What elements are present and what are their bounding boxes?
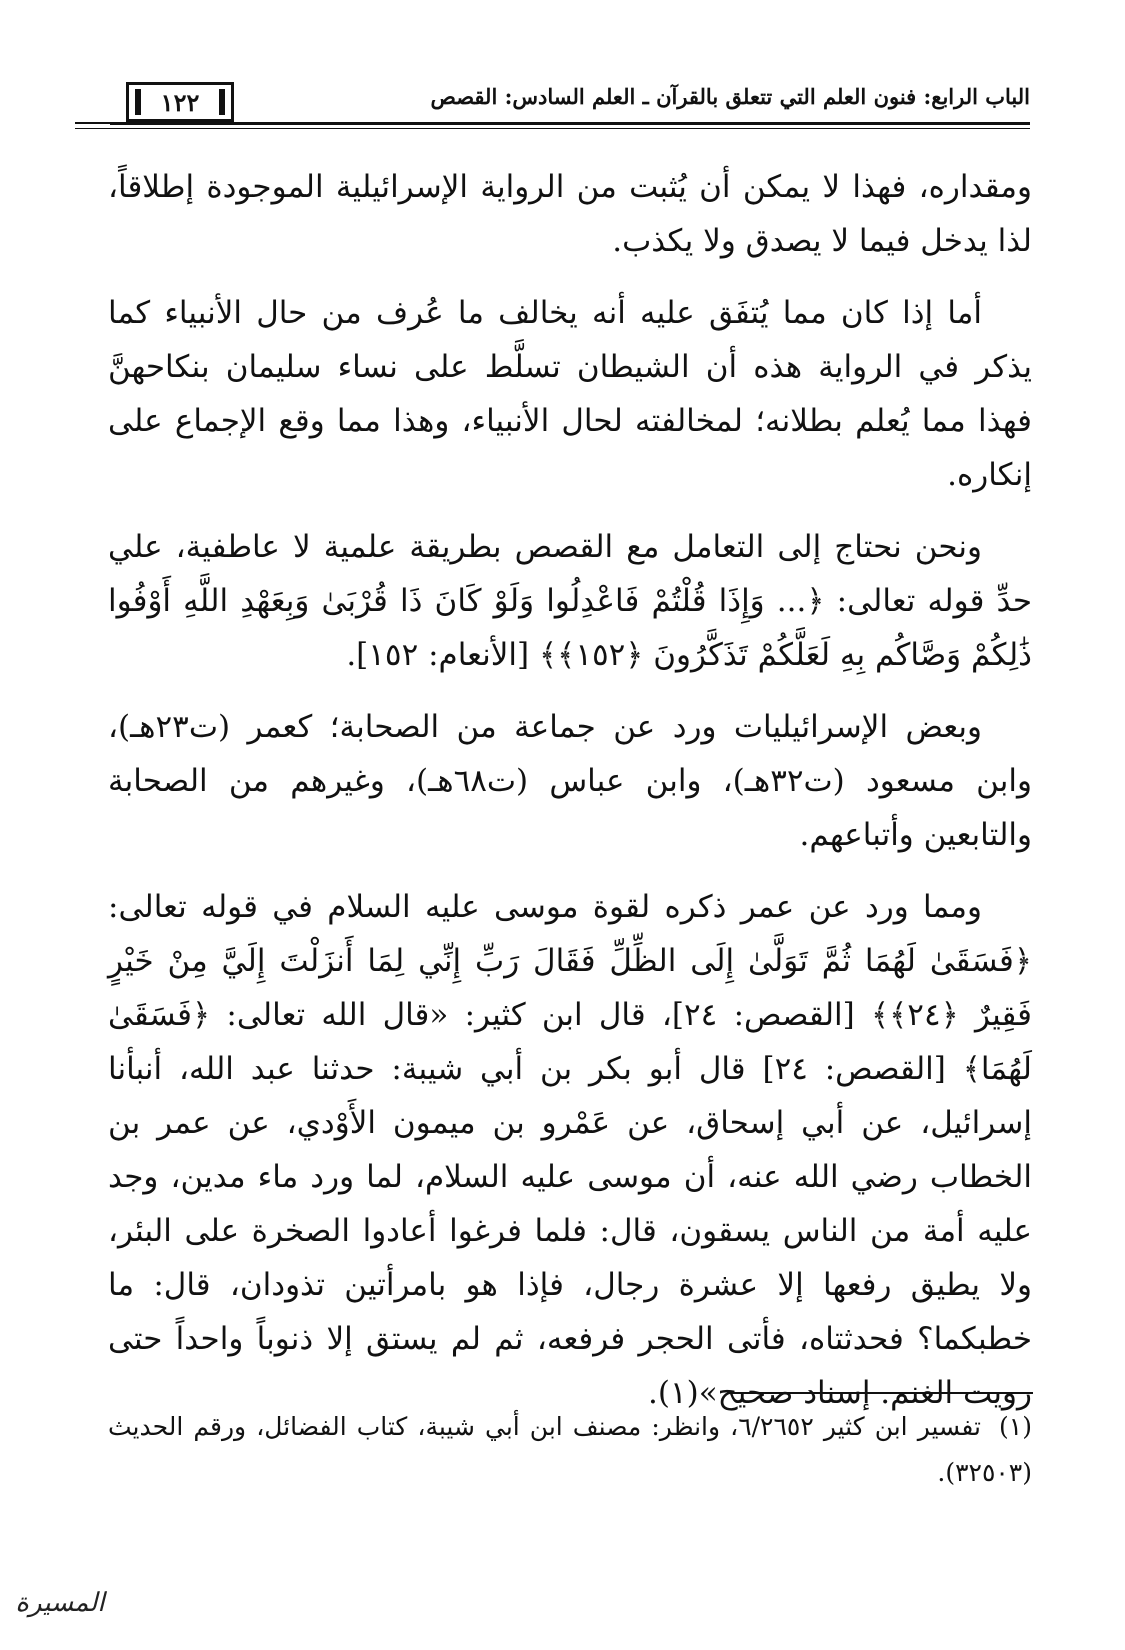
header-rule-left-thin xyxy=(75,128,115,129)
publisher-logo-text: المسيرة xyxy=(15,1588,105,1618)
header-rule-left-thick xyxy=(75,122,115,124)
footnote xyxy=(108,1404,1032,1496)
paragraph-hadith: ومما ورد عن عمر ذكره لقوة موسى عليه السلام في قوله تعالى: ﴿فَسَقَىٰ لَهُمَا ثُمَّ تَوَلَّىٰ إِلَى الظِّلِّ فَقَالَ رَبِّ إِنِّي لِمَا أَنزَلْتَ إِلَيَّ مِنْ خَيْرٍ فَقِيرٌ ﴿٢٤﴾﴾ [القصص: ٢٤]، قال ابن كثير: «قال الله تعالى: ﴿فَسَقَىٰ لَهُمَا﴾ [القصص: ٢٤] قال أبو بكر بن أبي شيبة: حدثنا عبد الله، أنبأنا إسرائيل، عن أبي إسحاق، عن عَمْرو بن ميمون الأَوْدي، عن عمر بن الخطاب رضي الله عنه، أن موسى عليه السلام، لما ورد ماء مدين، وجد عليه أمة من الناس يسقون، قال: فلما فرغوا أعادوا الصخرة على البئر، ولا يطيق رفعها إلا عشرة رجال، فإذا هو بامرأتين تذودان، قال: ما خطبكما؟ فحدثتاه، فأتى الحجر فرفعه، ثم لم يستق إلا ذنوباً واحداً حتى رويت الغنم. إسناد صحيح»(١). xyxy=(108,889,1033,1411)
footnote-marker: (١) xyxy=(999,1412,1032,1441)
header-rule-thick xyxy=(110,122,1030,125)
paragraph-quran-quote: ونحن نحتاج إلى التعامل مع القصص بطريقة علمية لا عاطفية، علي حدِّ قوله تعالى: ﴿... وَإِذَا قُلْتُمْ فَاعْدِلُوا وَلَوْ كَانَ ذَا قُرْبَىٰ وَبِعَهْدِ اللَّهِ أَوْفُوا ذَٰلِكُمْ وَصَّاكُم بِهِ لَعَلَّكُمْ تَذَكَّرُونَ ﴿١٥٢﴾﴾ [الأنعام: ١٥٢]. xyxy=(108,529,1032,673)
header-title: الباب الرابع: فنون العلم التي تتعلق بالقرآن ـ العلم السادس: القصص xyxy=(430,84,1030,109)
paragraph: أما إذا كان مما يُتفَق عليه أنه يخالف ما عُرف من حال الأنبياء كما يذكر في الرواية هذه أن الشيطان تسلَّط على نساء سليمان بنكاحهنَّ فهذا مما يُعلم بطلانه؛ لمخالفته لحال الأنبياء، وهذا مما وقع الإجماع على إنكاره. xyxy=(108,295,1032,493)
header-rule-thin xyxy=(110,128,1030,129)
publisher-logo xyxy=(14,1588,106,1636)
paragraph: وبعض الإسرائيليات ورد عن جماعة من الصحابة؛ كعمر (ت٢٣هـ)، وابن مسعود (ت٣٢هـ)، وابن عباس (ت٦٨هـ)، وغيرهم من الصحابة والتابعين وأتباعهم. xyxy=(108,709,1032,853)
running-header xyxy=(110,82,1030,132)
main-text xyxy=(108,160,1032,1438)
footnote-separator xyxy=(728,1392,1033,1394)
page-number: ١٢٢ xyxy=(126,82,234,122)
paragraph: ومقداره، فهذا لا يمكن أن يُثبت من الرواية الإسرائيلية الموجودة إطلاقاً، لذا يدخل فيما لا يصدق ولا يكذب. xyxy=(108,169,1032,259)
footnote-text: تفسير ابن كثير ٦/٢٦٥٢، وانظر: مصنف ابن أبي شيبة، كتاب الفضائل، ورقم الحديث (٣٢٥٠٣). xyxy=(108,1412,1032,1487)
